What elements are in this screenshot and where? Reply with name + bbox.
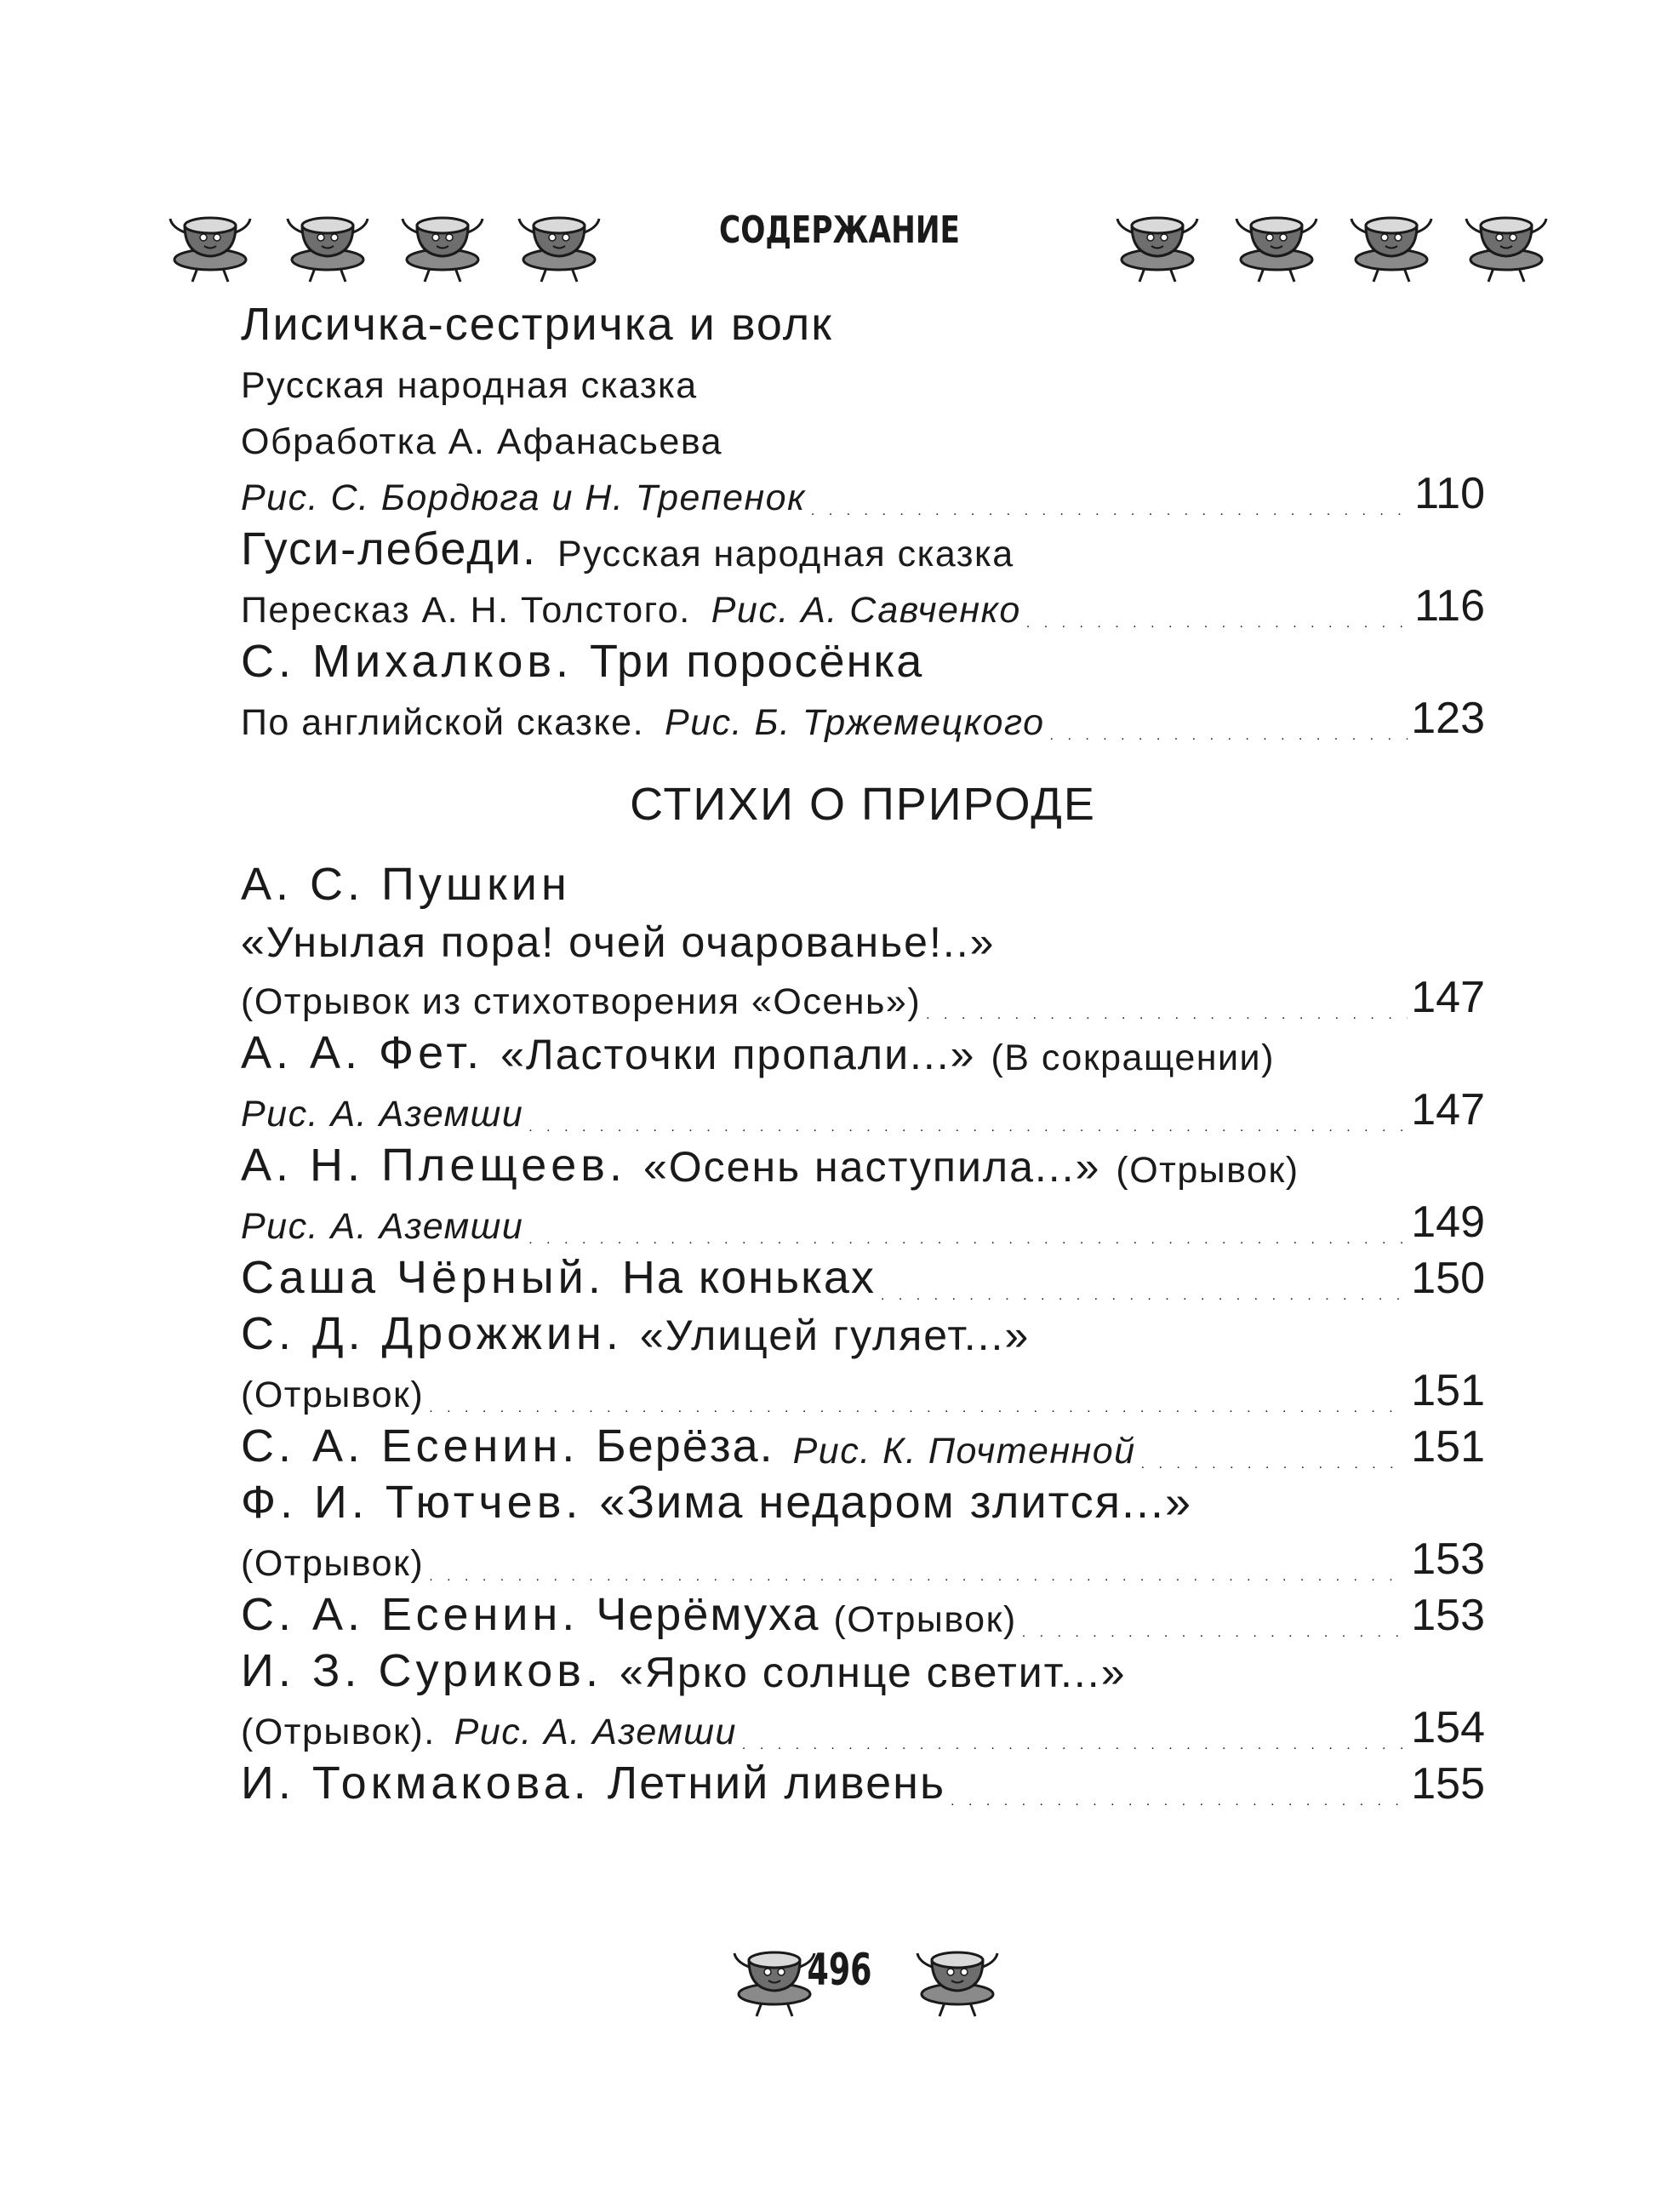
entry-illustrator: Рис. А. Аземши <box>241 1206 524 1247</box>
entry-author: С. А. Есенин. <box>241 1420 580 1472</box>
dot-leader <box>429 1401 1408 1421</box>
toc-line[interactable] <box>241 1421 1485 1478</box>
toc-line <box>241 1028 1485 1084</box>
entry-title: «Зима недаром злится...» <box>599 1477 1193 1528</box>
entry-note: (Отрывок) <box>241 1543 425 1584</box>
entry-subtitle: Русская народная сказка <box>557 534 1014 574</box>
entry-title: «Унылая пора! очей очарованье!..» <box>241 918 996 966</box>
toc-line[interactable] <box>241 1365 1485 1421</box>
entry-title: «Улицей гуляет...» <box>639 1312 1031 1359</box>
entry-author: И. З. Суриков. <box>241 1645 602 1696</box>
dot-leader <box>742 1738 1408 1758</box>
page-title: СОДЕРЖАНИЕ <box>719 209 960 252</box>
entry-title: Берёза. <box>596 1420 774 1472</box>
entry-illustrator: Рис. Б. Тржемецкого <box>665 702 1045 743</box>
entry-note: (Отрывок из стихотворения «Осень») <box>241 981 922 1022</box>
table-of-contents <box>241 300 1485 1815</box>
section-heading: СТИХИ О ПРИРОДЕ <box>630 779 1096 830</box>
toc-line <box>241 524 1485 580</box>
entry-author: А. Н. Плещеев. <box>241 1140 626 1191</box>
toc-line <box>241 412 1485 468</box>
entry-note: По английской сказке. <box>241 702 645 743</box>
entry-note: (Отрывок). <box>241 1712 436 1752</box>
page-number: 116 <box>1414 581 1485 631</box>
toc-line[interactable] <box>241 580 1485 637</box>
entry-note: (Отрывок) <box>241 1375 425 1415</box>
page-number: 151 <box>1411 1366 1485 1415</box>
entry-author: С. А. Есенин. <box>241 1589 580 1640</box>
toc-line[interactable] <box>241 1590 1485 1646</box>
page-number: 153 <box>1411 1591 1485 1640</box>
entry-illustrator: Рис. К. Почтенной <box>792 1431 1136 1472</box>
dot-leader <box>926 1008 1408 1028</box>
page-number: 154 <box>1411 1703 1485 1752</box>
page-number: 149 <box>1411 1197 1485 1247</box>
entry-note: (В сокращении) <box>991 1037 1275 1078</box>
toc-line[interactable] <box>241 468 1485 524</box>
toc-line[interactable] <box>241 1534 1485 1590</box>
dot-leader <box>528 1232 1408 1253</box>
page-number: 110 <box>1414 469 1485 518</box>
dot-leader <box>881 1289 1408 1309</box>
entry-title: Летний ливень <box>607 1758 946 1809</box>
entry-subtitle: Обработка А. Афанасьева <box>241 421 723 462</box>
entry-illustrator: Рис. А. Савченко <box>711 590 1021 631</box>
entry-author: А. А. Фет. <box>241 1027 484 1078</box>
dot-leader <box>1141 1457 1408 1478</box>
entry-author: С. Д. Дрожжин. <box>241 1308 623 1359</box>
toc-line <box>241 1478 1485 1534</box>
toc-line[interactable] <box>241 1084 1485 1140</box>
page-number: 150 <box>1411 1254 1485 1303</box>
toc-line <box>241 1646 1485 1702</box>
entry-note: Пересказ А. Н. Толстого. <box>241 590 691 631</box>
toc-line <box>241 860 1485 916</box>
dot-leader <box>811 504 1411 524</box>
entry-title: «Ярко солнце светит...» <box>619 1649 1127 1696</box>
dot-leader <box>1050 729 1408 749</box>
toc-line[interactable] <box>241 1197 1485 1253</box>
toc-line[interactable] <box>241 972 1485 1028</box>
entry-title: «Ласточки пропали...» <box>500 1031 976 1078</box>
entry-author: И. Токмакова. <box>241 1758 591 1809</box>
entry-subtitle: Русская народная сказка <box>241 365 698 406</box>
toc-line <box>241 1309 1485 1365</box>
toc-line[interactable] <box>241 1758 1485 1815</box>
page-number: 155 <box>1411 1759 1485 1809</box>
dot-leader <box>1022 1626 1408 1646</box>
toc-line[interactable] <box>241 693 1485 749</box>
toc-line[interactable] <box>241 1253 1485 1309</box>
toc-line <box>241 637 1485 693</box>
page-number: 153 <box>1411 1535 1485 1584</box>
page-number: 123 <box>1411 694 1485 743</box>
entry-illustrator: Рис. А. Аземши <box>241 1094 524 1135</box>
toc-line <box>241 300 1485 356</box>
entry-title: «Осень наступила...» <box>642 1143 1101 1191</box>
entry-author: С. Михалков. <box>241 636 574 687</box>
entry-title: На коньках <box>621 1252 876 1303</box>
entry-author: Ф. И. Тютчев. <box>241 1477 583 1528</box>
page-number-footer: 496 <box>807 1945 872 1996</box>
entry-title: Черёмуха <box>596 1589 820 1640</box>
page-number: 147 <box>1411 1085 1485 1135</box>
page-number: 147 <box>1411 973 1485 1022</box>
entry-title: Лисичка-сестричка и волк <box>241 299 833 350</box>
entry-note: (Отрывок) <box>1116 1150 1299 1191</box>
entry-title: Три поросёнка <box>590 636 924 687</box>
dot-leader <box>528 1120 1408 1140</box>
toc-line <box>241 916 1485 972</box>
toc-line[interactable] <box>241 1702 1485 1758</box>
toc-line <box>241 356 1485 412</box>
entry-illustrator: Рис. А. Аземши <box>454 1712 737 1752</box>
entry-author: А. С. Пушкин <box>241 859 571 910</box>
toc-line <box>241 1140 1485 1197</box>
dot-leader <box>951 1794 1408 1815</box>
page-number: 151 <box>1411 1422 1485 1472</box>
entry-note: (Отрывок) <box>833 1599 1017 1640</box>
entry-illustrator: Рис. С. Бордюга и Н. Трепенок <box>241 477 806 518</box>
entry-title: Гуси-лебеди. <box>241 523 537 574</box>
dot-leader <box>429 1569 1408 1590</box>
dot-leader <box>1026 616 1411 637</box>
entry-author: Саша Чёрный. <box>241 1252 605 1303</box>
